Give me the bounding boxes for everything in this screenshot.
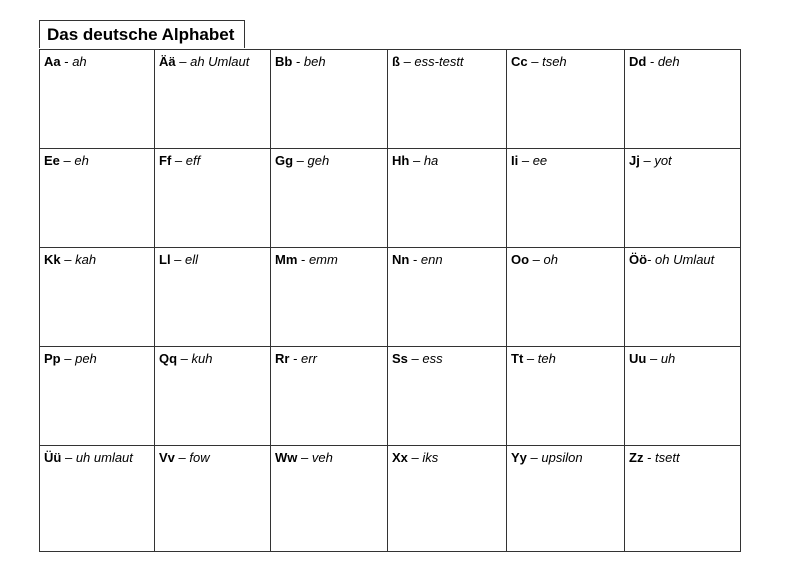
separator: -: [647, 252, 656, 267]
separator: –: [407, 450, 423, 465]
letter-cell: [40, 149, 155, 248]
pronunciation: kuh: [191, 351, 213, 366]
pronunciation: ee: [532, 153, 548, 168]
letter-cell: [625, 50, 741, 149]
pronunciation: veh: [311, 450, 333, 465]
letter-cell: [155, 446, 271, 552]
letter: Bb: [275, 54, 293, 69]
letter-cell: [507, 347, 625, 446]
letter-cell: [155, 347, 271, 446]
letter: Tt: [511, 351, 524, 366]
letter-cell: [507, 50, 625, 149]
alphabet-table: [39, 49, 741, 552]
letter-cell: [388, 446, 507, 552]
pronunciation: geh: [307, 153, 330, 168]
letter: Oo: [511, 252, 530, 267]
pronunciation: ess-testt: [414, 54, 464, 69]
table-row: [40, 446, 741, 552]
letter-cell: [40, 248, 155, 347]
pronunciation: eff: [185, 153, 201, 168]
letter-cell: [625, 347, 741, 446]
letter-cell: [388, 248, 507, 347]
letter-cell: [155, 50, 271, 149]
separator: –: [527, 54, 543, 69]
pronunciation: peh: [75, 351, 97, 366]
separator: –: [60, 252, 76, 267]
separator: –: [529, 252, 544, 267]
separator: -: [297, 252, 309, 267]
pronunciation: kah: [75, 252, 97, 267]
table-row: [40, 50, 741, 149]
letter: Qq: [159, 351, 178, 366]
letter-cell: [388, 50, 507, 149]
letter-cell: [625, 446, 741, 552]
pronunciation: ha: [423, 153, 439, 168]
letter-cell: [625, 149, 741, 248]
letter: Ii: [511, 153, 519, 168]
separator: -: [643, 450, 656, 465]
separator: –: [646, 351, 661, 366]
separator: –: [409, 153, 424, 168]
letter: Ll: [159, 252, 171, 267]
separator: –: [399, 54, 415, 69]
letter: Uu: [629, 351, 647, 366]
separator: –: [171, 153, 186, 168]
pronunciation: err: [301, 351, 317, 366]
pronunciation: oh: [543, 252, 558, 267]
letter-cell: [271, 50, 388, 149]
table-row: [40, 248, 741, 347]
separator: –: [518, 153, 533, 168]
letter: Vv: [159, 450, 175, 465]
letter: ß: [392, 54, 400, 69]
letter: Aa: [44, 54, 61, 69]
letter-cell: [625, 248, 741, 347]
letter: Rr: [275, 351, 290, 366]
pronunciation: tseh: [542, 54, 567, 69]
pronunciation: iks: [422, 450, 439, 465]
pronunciation: yot: [654, 153, 672, 168]
separator: –: [297, 450, 312, 465]
letter-cell: [507, 149, 625, 248]
letter-cell: [271, 149, 388, 248]
pronunciation: oh Umlaut: [655, 252, 715, 267]
pronunciation: ah Umlaut: [190, 54, 250, 69]
letter-cell: [388, 149, 507, 248]
letter: Jj: [629, 153, 640, 168]
letter: Üü: [44, 450, 62, 465]
pronunciation: upsilon: [541, 450, 583, 465]
pronunciation: tsett: [655, 450, 680, 465]
letter: Ää: [159, 54, 176, 69]
letter: Nn: [392, 252, 410, 267]
separator: –: [175, 54, 191, 69]
separator: –: [60, 351, 76, 366]
separator: –: [639, 153, 655, 168]
page-title: Das deutsche Alphabet: [39, 20, 245, 48]
letter: Ss: [392, 351, 408, 366]
letter: Hh: [392, 153, 410, 168]
pronunciation: beh: [303, 54, 326, 69]
letter: Xx: [392, 450, 408, 465]
letter: Öö: [629, 252, 648, 267]
separator: -: [409, 252, 421, 267]
letter: Ee: [44, 153, 60, 168]
pronunciation: deh: [657, 54, 680, 69]
letter-cell: [507, 446, 625, 552]
table-row: [40, 149, 741, 248]
letter: Dd: [629, 54, 647, 69]
separator: -: [292, 54, 304, 69]
separator: –: [170, 252, 186, 267]
letter-cell: [40, 446, 155, 552]
separator: –: [59, 153, 75, 168]
letter: Ww: [275, 450, 298, 465]
pronunciation: emm: [308, 252, 338, 267]
separator: –: [526, 450, 542, 465]
letter-cell: [271, 446, 388, 552]
pronunciation: uh: [660, 351, 676, 366]
separator: –: [174, 450, 190, 465]
letter: Ff: [159, 153, 172, 168]
letter: Mm: [275, 252, 298, 267]
pronunciation: eh: [74, 153, 89, 168]
pronunciation: ess: [422, 351, 443, 366]
letter-cell: [271, 248, 388, 347]
separator: –: [523, 351, 538, 366]
pronunciation: teh: [537, 351, 556, 366]
separator: -: [646, 54, 658, 69]
letter-cell: [155, 149, 271, 248]
separator: -: [60, 54, 73, 69]
pronunciation: uh umlaut: [75, 450, 133, 465]
pronunciation: ell: [185, 252, 199, 267]
letter: Pp: [44, 351, 61, 366]
letter: Cc: [511, 54, 528, 69]
table-row: [40, 347, 741, 446]
letter-cell: [40, 347, 155, 446]
separator: -: [289, 351, 302, 366]
separator: –: [61, 450, 76, 465]
separator: –: [293, 153, 308, 168]
pronunciation: ah: [72, 54, 87, 69]
letter-cell: [507, 248, 625, 347]
pronunciation: enn: [420, 252, 443, 267]
separator: –: [177, 351, 192, 366]
letter: Yy: [511, 450, 527, 465]
pronunciation: fow: [189, 450, 210, 465]
letter: Gg: [275, 153, 294, 168]
separator: –: [407, 351, 423, 366]
letter-cell: [388, 347, 507, 446]
letter-cell: [155, 248, 271, 347]
letter-cell: [40, 50, 155, 149]
letter: Kk: [44, 252, 61, 267]
letter-cell: [271, 347, 388, 446]
letter: Zz: [629, 450, 644, 465]
